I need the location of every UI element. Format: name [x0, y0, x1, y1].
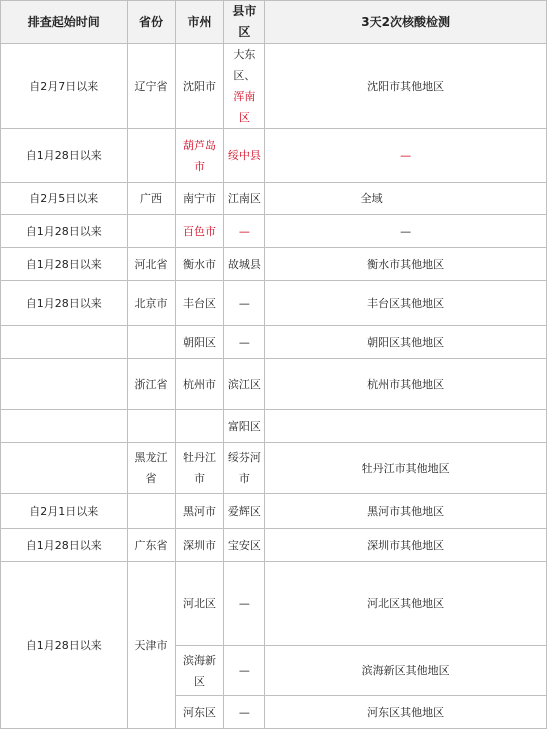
table-row — [1, 129, 547, 183]
cell-county: 滨江区 — [224, 359, 265, 410]
cell-date: 自2月1日以来 — [1, 494, 128, 529]
cell-province — [127, 129, 175, 183]
table-row — [1, 248, 547, 281]
cell-test: 黑河市其他地区 — [265, 494, 547, 529]
table-row — [1, 183, 547, 215]
cell-test: 衡水市其他地区 — [265, 248, 547, 281]
header-test-requirement: 3天2次核酸检测 — [265, 1, 547, 44]
cell-province: 天津市 — [127, 562, 175, 729]
cell-test — [265, 410, 547, 443]
cell-county: 绥芬河市 — [224, 443, 265, 494]
cell-province — [127, 494, 175, 529]
cell-test: — — [265, 129, 547, 183]
cell-test: — — [265, 215, 547, 248]
cell-county: — — [224, 696, 265, 729]
table-row — [1, 443, 547, 494]
cell-test: 深圳市其他地区 — [265, 529, 547, 562]
table-row — [1, 44, 547, 129]
cell-province: 广东省 — [127, 529, 175, 562]
cell-city: 南宁市 — [175, 183, 224, 215]
header-start-date: 排查起始时间 — [1, 1, 128, 44]
header-county: 县市区 — [224, 1, 265, 44]
cell-date — [1, 359, 128, 410]
cell-city: 河北区 — [175, 562, 224, 646]
table-row — [1, 562, 547, 646]
table-row — [1, 410, 547, 443]
cell-date — [1, 443, 128, 494]
cell-city — [175, 410, 224, 443]
cell-test: 朝阳区其他地区 — [265, 326, 547, 359]
header-province: 省份 — [127, 1, 175, 44]
cell-test: 丰台区其他地区 — [265, 281, 547, 326]
cell-city: 沈阳市 — [175, 44, 224, 129]
cell-province: 广西 — [127, 183, 175, 215]
cell-county — [224, 44, 265, 129]
cell-province — [127, 215, 175, 248]
cell-city: 葫芦岛市 — [175, 129, 224, 183]
cell-province: 辽宁省 — [127, 44, 175, 129]
header-city: 市州 — [175, 1, 224, 44]
cell-test: 河东区其他地区 — [265, 696, 547, 729]
cell-date: 自2月5日以来 — [1, 183, 128, 215]
cell-city: 河东区 — [175, 696, 224, 729]
cell-county: — — [224, 562, 265, 646]
cell-county: 爱辉区 — [224, 494, 265, 529]
cell-test: 杭州市其他地区 — [265, 359, 547, 410]
table-row — [1, 529, 547, 562]
header-row — [1, 1, 547, 44]
cell-date: 自1月28日以来 — [1, 215, 128, 248]
cell-test: 滨海新区其他地区 — [265, 646, 547, 696]
cell-date — [1, 326, 128, 359]
cell-county: — — [224, 326, 265, 359]
cell-county: — — [224, 281, 265, 326]
cell-province: 北京市 — [127, 281, 175, 326]
cell-county-text: 大东区、浑南区 — [233, 48, 256, 124]
cell-test: 沈阳市其他地区 — [265, 44, 547, 129]
table-row — [1, 215, 547, 248]
cell-city: 黑河市 — [175, 494, 224, 529]
cell-test: 河北区其他地区 — [265, 562, 547, 646]
cell-city: 滨海新区 — [175, 646, 224, 696]
cell-date — [1, 410, 128, 443]
cell-date: 自1月28日以来 — [1, 281, 128, 326]
table-row — [1, 326, 547, 359]
cell-test: 牡丹江市其他地区 — [265, 443, 547, 494]
cell-province — [127, 326, 175, 359]
cell-province: 河北省 — [127, 248, 175, 281]
cell-date: 自1月28日以来 — [1, 248, 128, 281]
cell-county: — — [224, 646, 265, 696]
cell-county: 绥中县 — [224, 129, 265, 183]
cell-province: 黑龙江省 — [127, 443, 175, 494]
cell-county: 故城县 — [224, 248, 265, 281]
cell-county: 江南区 — [224, 183, 265, 215]
cell-city: 丰台区 — [175, 281, 224, 326]
cell-date: 自1月28日以来 — [1, 529, 128, 562]
cell-date: 自1月28日以来 — [1, 129, 128, 183]
cell-county: — — [224, 215, 265, 248]
cell-city: 百色市 — [175, 215, 224, 248]
cell-province: 浙江省 — [127, 359, 175, 410]
table-row — [1, 281, 547, 326]
cell-city: 深圳市 — [175, 529, 224, 562]
cell-city: 衡水市 — [175, 248, 224, 281]
cell-date: 自1月28日以来 — [1, 562, 128, 729]
cell-city: 朝阳区 — [175, 326, 224, 359]
table-row — [1, 494, 547, 529]
cell-date: 自2月7日以来 — [1, 44, 128, 129]
cell-test: 全域 — [265, 183, 547, 215]
table-row — [1, 359, 547, 410]
cell-county: 宝安区 — [224, 529, 265, 562]
cell-city: 杭州市 — [175, 359, 224, 410]
cell-province — [127, 410, 175, 443]
cell-city: 牡丹江市 — [175, 443, 224, 494]
cell-county: 富阳区 — [224, 410, 265, 443]
